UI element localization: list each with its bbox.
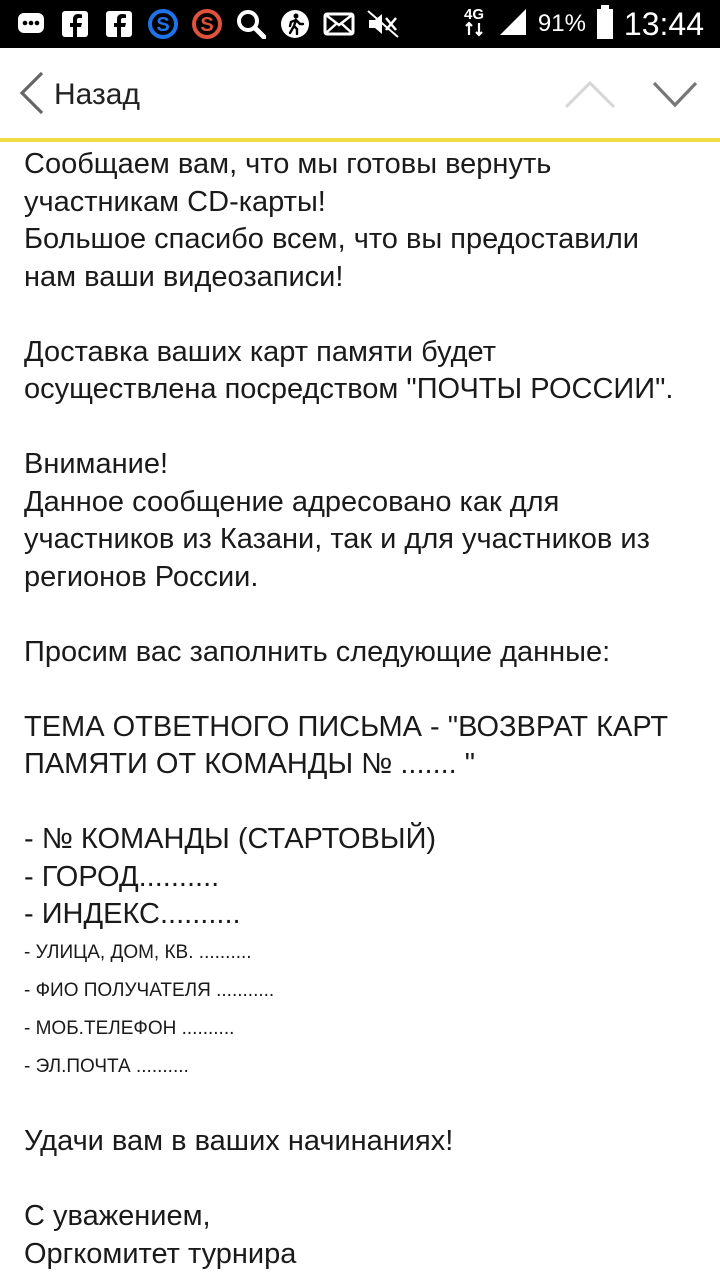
body-line: нам ваши видеозаписи! <box>24 260 344 293</box>
svg-text:S: S <box>200 14 214 36</box>
messages-icon <box>14 7 48 41</box>
form-field-line: - № КОМАНДЫ (СТАРТОВЫЙ) <box>24 823 437 855</box>
facebook-icon <box>58 7 92 41</box>
form-field-line: - ГОРОД.......... <box>24 860 220 893</box>
body-line: Доставка ваших карт памяти будет <box>24 335 497 368</box>
svg-text:S: S <box>156 14 170 36</box>
notification-icons <box>14 6 400 42</box>
body-line: участникам CD-карты! <box>24 185 326 218</box>
form-field-line: - ЭЛ.ПОЧТА .......... <box>24 1055 189 1077</box>
mute-icon <box>366 7 400 41</box>
activity-icon <box>278 7 312 41</box>
svg-text:4G: 4G <box>463 5 484 23</box>
previous-message-button[interactable] <box>562 76 618 112</box>
message-body <box>24 146 704 1273</box>
status-bar <box>0 0 720 48</box>
form-field-line: - ФИО ПОЛУЧАТЕЛЯ ........... <box>24 979 275 1001</box>
body-line: Просим вас заполнить следующие данные: <box>24 635 611 668</box>
mail-icon <box>322 7 356 41</box>
form-field-line: - МОБ.ТЕЛЕФОН .......... <box>24 1017 235 1039</box>
body-line: Удачи вам в ваших начинаниях! <box>24 1125 454 1157</box>
skype-alt-icon <box>190 7 224 41</box>
chevron-up-icon <box>562 76 618 112</box>
body-line: осуществлена посредством "ПОЧТЫ РОССИИ". <box>24 373 674 405</box>
skype-icon <box>146 7 180 41</box>
facebook-icon <box>102 7 136 41</box>
signal-icon <box>498 7 528 42</box>
battery-percent: 91% <box>537 10 586 37</box>
body-line: Сообщаем вам, что мы готовы вернуть <box>24 148 552 180</box>
signature-line: С уважением, <box>24 1200 211 1232</box>
search-icon <box>234 7 268 41</box>
chevron-down-icon <box>650 76 700 112</box>
next-message-button[interactable] <box>650 76 700 112</box>
form-field-line: - УЛИЦА, ДОМ, КВ. .......... <box>24 941 252 963</box>
body-line: ТЕМА ОТВЕТНОГО ПИСЬМА - "ВОЗВРАТ КАРТ <box>24 710 669 743</box>
back-label: Назад <box>54 78 140 111</box>
status-right <box>460 0 704 48</box>
body-line: регионов России. <box>24 560 259 593</box>
body-line: ПАМЯТИ ОТ КОМАНДЫ № ....... " <box>24 748 476 780</box>
signature-line: Оргкомитет турнира <box>24 1237 297 1270</box>
message-toolbar <box>0 48 720 142</box>
network-4g-icon <box>460 5 488 44</box>
body-line: Внимание! <box>24 448 169 480</box>
back-button[interactable] <box>16 72 140 118</box>
chevron-left-icon <box>16 70 46 121</box>
body-line: участников из Казани, так и для участников из <box>24 523 650 555</box>
clock-time: 13:44 <box>623 5 704 42</box>
body-line: Большое спасибо всем, что вы предоставили <box>24 223 639 255</box>
body-line: Данное сообщение адресовано как для <box>24 485 560 518</box>
form-field-line: - ИНДЕКС.......... <box>24 898 241 930</box>
battery-icon <box>596 5 614 44</box>
